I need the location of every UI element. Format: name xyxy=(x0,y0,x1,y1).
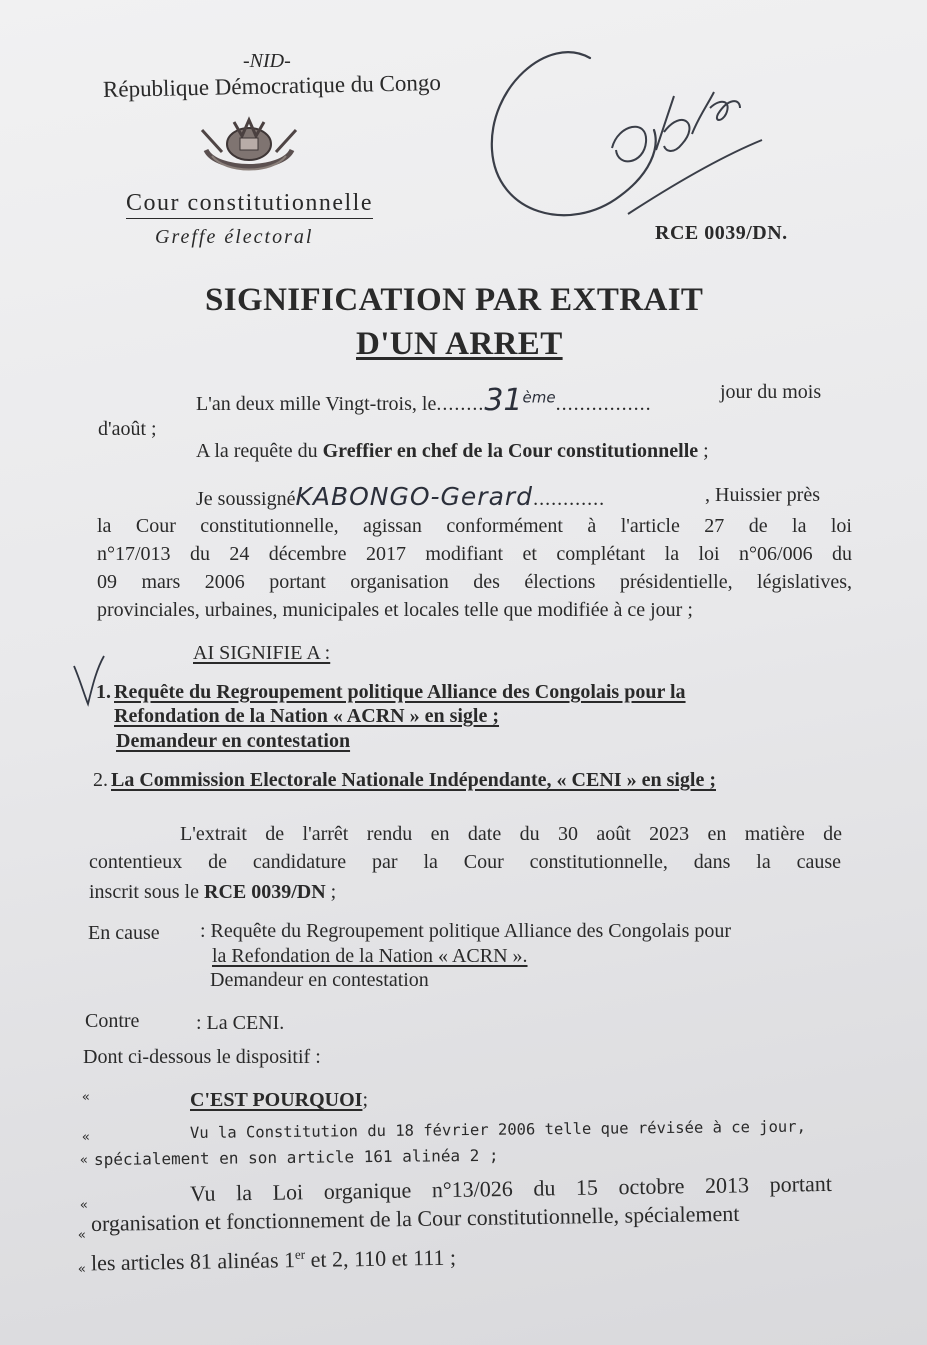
request-line xyxy=(196,440,709,463)
handwritten-bailiff-name: KABONGO-Gerard xyxy=(295,482,534,511)
extract-prefix: inscrit sous le xyxy=(89,881,199,903)
ruling-heading-line xyxy=(190,1089,368,1112)
quote-mark: « xyxy=(80,1198,88,1213)
ruling-item2-superscript: er xyxy=(294,1246,306,1262)
ruling-item1-line1: Vu la Constitution du 18 février 2006 telle que révisée à ce jour, xyxy=(189,1117,806,1142)
country-name: République Démocratique du Congo xyxy=(102,69,442,102)
undersigned-body-line2: n°17/013 du 24 décembre 2017 modifiant et complétant la loi n°06/006 du xyxy=(97,543,852,565)
date-dots-left: ........ xyxy=(436,393,485,415)
request-suffix: ; xyxy=(703,440,709,462)
ruling-item2-line3-end: et 2, 110 et 111 ; xyxy=(310,1244,457,1272)
cause-label: En cause xyxy=(88,922,160,944)
quote-mark: « xyxy=(82,1130,90,1145)
undersigned-prefix: Je soussigné xyxy=(196,488,296,510)
party2-name: La Commission Electorale Nationale Indépendante, « CENI » en sigle ; xyxy=(111,769,716,791)
quote-mark: « xyxy=(80,1153,88,1168)
party1-line3: Demandeur en contestation xyxy=(116,730,351,752)
ruling-item2-line2: organisation et fonctionnement de la Cour constitutionnelle, spécialement xyxy=(90,1200,740,1236)
handwritten-day: 31 xyxy=(484,383,523,418)
party1-line1: Requête du Regroupement politique Alliance des Congolais pour la xyxy=(114,681,686,703)
date-suffix: jour du mois xyxy=(720,381,822,403)
quote-mark: « xyxy=(78,1228,86,1243)
coat-of-arms-emblem xyxy=(196,110,302,182)
requester-name: Greffier en chef de la Cour constitutionnelle xyxy=(322,440,699,462)
document-title-line2: D'UN ARRET xyxy=(356,326,563,362)
document-title-line1: SIGNIFICATION PAR EXTRAIT xyxy=(205,282,704,318)
nid-label: -NID- xyxy=(243,50,291,72)
cause-line1: : Requête du Regroupement politique Alliance des Congolais pour xyxy=(200,920,732,942)
party1-number: 1. xyxy=(96,681,111,703)
cause-line3: Demandeur en contestation xyxy=(210,969,429,991)
undersigned-body-line1: la Cour constitutionnelle, agissan conformément à l'article 27 de la loi xyxy=(97,515,852,537)
extract-suffix: ; xyxy=(330,881,337,903)
extract-reference: RCE 0039/DN xyxy=(204,881,326,903)
signified-heading: AI SIGNIFIE A : xyxy=(193,642,331,664)
date-prefix: L'an deux mille Vingt-trois, le xyxy=(196,393,437,415)
handwritten-day-suffix: ème xyxy=(522,388,556,407)
ruling-item1-line2: spécialement en son article 161 alinéa 2 ; xyxy=(93,1145,499,1169)
party1-line2: Refondation de la Nation « ACRN » en sigle ; xyxy=(114,705,500,727)
undersigned-suffix: , Huissier près xyxy=(705,484,820,506)
date-month: d'août ; xyxy=(98,418,157,440)
ruling-item2-line3 xyxy=(91,1244,456,1276)
against-value: : La CENI. xyxy=(196,1012,285,1034)
party2-number: 2. xyxy=(93,769,108,791)
extract-line1: L'extrait de l'arrêt rendu en date du 30 août 2023 en matière de xyxy=(180,823,842,845)
quote-mark: « xyxy=(82,1090,90,1105)
undersigned-dots: ............ xyxy=(533,488,606,510)
court-name: Cour constitutionnelle xyxy=(126,190,373,219)
quote-mark: « xyxy=(78,1262,86,1277)
case-reference: RCE 0039/DN. xyxy=(655,222,788,244)
undersigned-line xyxy=(196,482,605,511)
extract-line2: contentieux de candidature par la Cour constitutionnelle, dans la cause xyxy=(89,851,841,873)
date-dots-right: ................ xyxy=(555,393,652,415)
ruling-heading: C'EST POURQUOI xyxy=(190,1089,363,1111)
ruling-item2-line3-text: les articles 81 alinéas 1 xyxy=(90,1247,296,1276)
signature-text: Copie xyxy=(638,157,644,159)
handwritten-signature xyxy=(478,38,778,238)
undersigned-body-line4: provinciales, urbaines, municipales et locales telle que modifiée à ce jour ; xyxy=(97,599,693,621)
disposition-intro: Dont ci-dessous le dispositif : xyxy=(83,1046,321,1068)
date-line xyxy=(196,383,652,418)
undersigned-body-line3: 09 mars 2006 portant organisation des élections présidentielle, législatives, xyxy=(97,571,852,593)
against-label: Contre xyxy=(85,1010,140,1032)
request-prefix: A la requête du xyxy=(196,440,318,462)
extract-line3 xyxy=(89,881,336,904)
ruling-item2-line1: Vu la Loi organique n°13/026 du 15 octobre 2013 portant xyxy=(189,1170,833,1206)
cause-line2: la Refondation de la Nation « ACRN ». xyxy=(212,945,528,967)
ruling-heading-suffix: ; xyxy=(362,1089,369,1111)
office-name: Greffe électoral xyxy=(155,226,314,248)
